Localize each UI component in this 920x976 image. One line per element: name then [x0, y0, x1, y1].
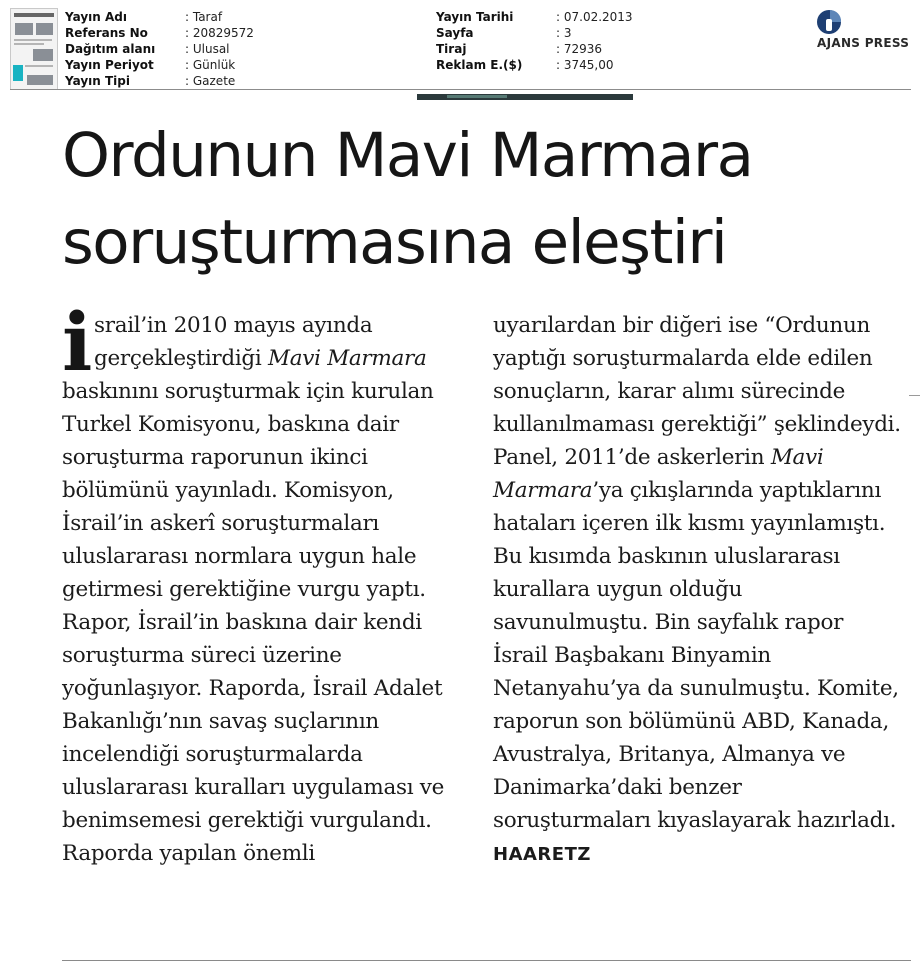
italic-ship-name: Mavi Marmara — [493, 445, 824, 503]
body-text: uyarılardan bir diğeri ise “Ordunun yaptığı soruşturmalarda elde edilen sonuçların, karar alımı sürecinde kullanılmaması gerektiği” şeklindeydi. Panel, 2011’de askerlerin — [493, 313, 901, 470]
meta-value: : Taraf — [185, 10, 223, 24]
column-edge-mark — [909, 395, 920, 396]
header-divider — [10, 89, 911, 90]
thumbnail-highlight — [13, 65, 23, 81]
meta-label: Sayfa — [436, 26, 474, 40]
page-thumbnail[interactable] — [10, 8, 58, 90]
meta-label: Yayın Adı — [65, 10, 127, 24]
article-column-right — [493, 309, 903, 871]
meta-row-date — [436, 9, 633, 25]
meta-label: Yayın Tipi — [65, 74, 130, 88]
meta-row-publication-name — [65, 9, 254, 25]
meta-value: : 3 — [556, 26, 572, 40]
logo-wordmark: AJANS PRESS — [817, 36, 910, 50]
thumbnail-photo — [36, 23, 53, 35]
meta-value: : Gazete — [185, 74, 236, 88]
meta-row-period — [65, 57, 254, 73]
article-headline: Ordunun Mavi Marmara soruşturmasına eleştiri — [62, 120, 753, 278]
thumbnail-photo — [27, 75, 53, 85]
meta-value: : 3745,00 — [556, 58, 614, 72]
meta-label: Yayın Periyot — [65, 58, 154, 72]
meta-row-type — [65, 73, 254, 89]
thumbnail-photo — [15, 23, 33, 35]
meta-label: Reklam E.($) — [436, 58, 523, 72]
thumbnail-photo — [33, 49, 53, 61]
thumbnail-line — [14, 39, 52, 41]
photo-strip-highlight — [447, 95, 507, 98]
thumbnail-line — [14, 43, 44, 45]
meta-value: : 72936 — [556, 42, 603, 56]
body-text: ’ya çıkışlarında yaptıklarını hataları içeren ilk kısmı yayınlamıştı. Bu kısımda baskının uluslararası kurallara uygun olduğu savunulmuştu. Bin sayfalık rapor İsrail Başbakanı Binyamin Netanyahu’ya da sunulmuştu. Komite, raporun son bölümünü ABD, Kanada, Avustralya, Britanya, Almanya ve Danimarka’daki benzer soruşturmaları kıyaslayarak hazırladı. — [493, 478, 899, 833]
meta-label: Yayın Tarihi — [436, 10, 514, 24]
thumbnail-line — [25, 65, 53, 67]
publication-info-right — [436, 9, 633, 73]
publication-info-left — [65, 9, 254, 89]
meta-label: Referans No — [65, 26, 148, 40]
meta-label: Tiraj — [436, 42, 467, 56]
italic-ship-name: Mavi Marmara — [268, 346, 427, 371]
logo-icon — [817, 10, 841, 34]
meta-value: : 20829572 — [185, 26, 254, 40]
meta-row-reference — [65, 25, 254, 41]
body-text: srail’in 2010 mayıs ayında gerçekleştirdiği — [94, 313, 373, 371]
meta-row-ad-equivalent — [436, 57, 633, 73]
drop-cap: i — [62, 295, 93, 389]
source-credit: HAARETZ — [493, 844, 591, 865]
cropped-photo-strip — [417, 94, 633, 100]
meta-value: : Ulusal — [185, 42, 230, 56]
article-column-left — [62, 295, 472, 870]
meta-value: : 07.02.2013 — [556, 10, 633, 24]
meta-row-distribution — [65, 41, 254, 57]
logo-icon-stem — [826, 19, 832, 31]
footer-divider — [62, 960, 911, 961]
body-text: baskınını soruşturmak için kurulan Turkel Komisyonu, baskına dair soruşturma raporunun ikinci bölümünü yayınladı. Komisyon, İsrail’in askerî soruşturmaları uluslararası normlara uygun hale getirmesi gerektiğine vurgu yaptı. Rapor, İsrail’in baskına dair kendi soruşturma süreci üzerine yoğunlaşıyor. Raporda, İsrail Adalet Bakanlığı’nın savaş suçlarının incelendiği soruşturmalarda uluslararası kuralları uygulaması ve benimsemesi gerektiği vurgulandı. Raporda yapılan önemli — [62, 379, 445, 866]
thumbnail-masthead — [14, 13, 54, 17]
meta-row-page — [436, 25, 633, 41]
ajans-press-logo — [806, 10, 911, 50]
meta-label: Dağıtım alanı — [65, 42, 156, 56]
meta-value: : Günlük — [185, 58, 236, 72]
meta-row-circulation — [436, 41, 633, 57]
